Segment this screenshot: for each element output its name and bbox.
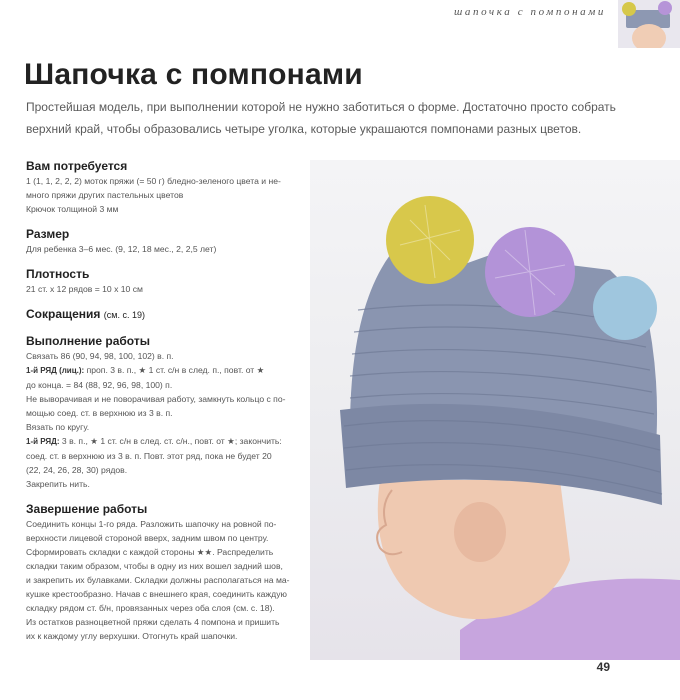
work-line-text: 3 в. п., ★ 1 ст. с/н в след. ст. с/н., повт. от ★; закончить: xyxy=(59,436,282,446)
materials-line: 1 (1, 1, 2, 2, 2) моток пряжи (= 50 г) бледно-зеленого цвета и не- xyxy=(26,176,281,186)
lead-paragraph: Простейшая модель, при выполнении которой не нужно заботиться о форме. Достаточно просто собрать верхний край, чтобы образовались четыре уголка, которые украшаются помпонами разных цветов. xyxy=(26,100,616,136)
photo-illustration xyxy=(310,160,680,660)
finish-line: Из остатков разноцветной пряжи сделать 4 помпона и пришить xyxy=(26,617,280,627)
work-line: до конца. = 84 (88, 92, 96, 98, 100) п. xyxy=(26,380,173,390)
finish-line: Соединить концы 1-го ряда. Разложить шапочку на ровной по- xyxy=(26,519,277,529)
finish-line: и закрепить их булавками. Складки должны располагаться на ма- xyxy=(26,575,290,585)
work-line: Вязать по кругу. xyxy=(26,422,90,432)
work-line: Закрепить нить. xyxy=(26,479,90,489)
work-line: (22, 24, 26, 28, 30) рядов. xyxy=(26,465,128,475)
size-heading: Размер xyxy=(26,227,70,241)
header-thumbnail-photo xyxy=(618,0,680,48)
work-line-text: проп. 3 в. п., ★ 1 ст. с/н в след. п., повт. от ★ xyxy=(84,365,265,375)
work-line: мощью соед. ст. в верхнюю из 3 в. п. xyxy=(26,408,173,418)
finish-line: складку рядом ст. б/н, провязанных через оба слоя (см. с. 18). xyxy=(26,603,275,613)
abbreviations-note: (см. с. 19) xyxy=(103,310,145,320)
materials-heading: Вам потребуется xyxy=(26,159,128,173)
ear-shape xyxy=(454,502,506,562)
finish-line: верхности лицевой стороной вверх, задним швом по центру. xyxy=(26,533,269,543)
thumbnail-pompom-purple xyxy=(658,1,672,15)
finish-line: Сформировать складки с каждой стороны ★★. Распределить xyxy=(26,547,274,557)
work-line: соед. ст. в верхнюю из 3 в. п. Повт. этот ряд, пока не будет 20 xyxy=(26,451,272,461)
size-line: Для ребенка 3–6 мес. (9, 12, 18 мес., 2, 2,5 лет) xyxy=(26,244,217,254)
materials-line: Крючок толщиной 3 мм xyxy=(26,204,119,214)
finish-line: кушке крестообразно. Начав с внешнего края, соединить каждую xyxy=(26,589,287,599)
running-header: шапочка с помпонами xyxy=(454,6,606,18)
work-line: Связать 86 (90, 94, 98, 100, 102) в. п. xyxy=(26,351,174,361)
row-label: 1-й РЯД (лиц.): xyxy=(26,366,85,375)
abbreviations-heading xyxy=(26,306,326,323)
finish-line: складки таким образом, чтобы в одну из них вошел задний шов, xyxy=(26,561,283,571)
thumbnail-face xyxy=(632,24,666,48)
gauge-heading: Плотность xyxy=(26,267,90,281)
work-line xyxy=(26,363,326,378)
abbreviations-heading-text: Сокращения xyxy=(26,307,101,321)
page-number: 49 xyxy=(596,660,610,674)
page-title: Шапочка с помпонами xyxy=(24,58,363,91)
row-label: 1-й РЯД: xyxy=(26,437,60,446)
finish-heading: Завершение работы xyxy=(26,502,148,516)
instructions-column xyxy=(26,158,326,643)
finish-line: их к каждому углу верхушки. Отогнуть край шапочки. xyxy=(26,631,238,641)
work-heading: Выполнение работы xyxy=(26,334,150,348)
baby-hat-photo xyxy=(310,160,680,660)
pompom-blue xyxy=(593,276,657,340)
thumbnail-pompom-yellow xyxy=(622,2,636,16)
gauge-line: 21 ст. х 12 рядов = 10 х 10 см xyxy=(26,284,143,294)
materials-line: много пряжи других пастельных цветов xyxy=(26,190,184,200)
work-line xyxy=(26,434,326,449)
work-line: Не выворачивая и не поворачивая работу, замкнуть кольцо с по- xyxy=(26,394,286,404)
